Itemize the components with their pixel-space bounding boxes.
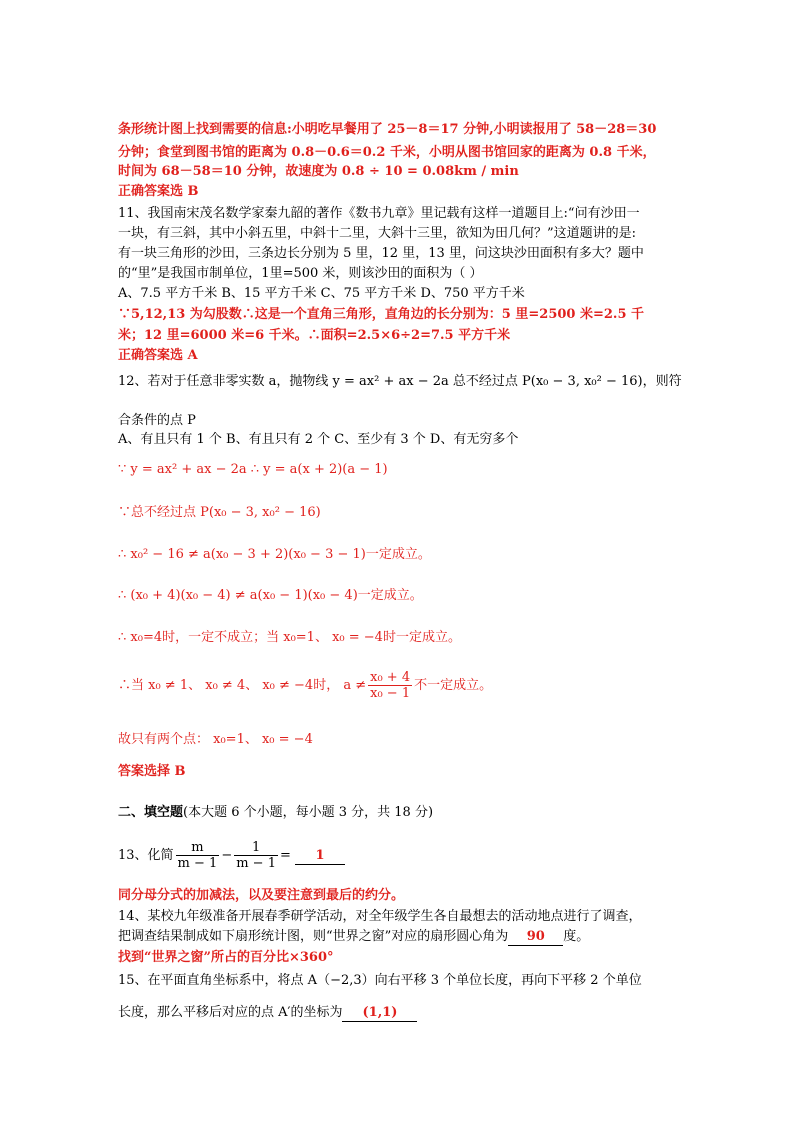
- q11-options: A、7.5 平方千米 B、15 平方千米 C、75 平方千米 D、750 平方千米: [118, 286, 525, 301]
- q12-solution-step3: ∴ x₀² − 16 ≠ a(x₀ − 3 + 2)(x₀ − 3 − 1)一定成立。: [118, 547, 431, 562]
- q13-answer: 1: [315, 848, 325, 863]
- q12-solution-step1: ∵ y = ax² + ax − 2a ∴ y = a(x + 2)(a − 1): [118, 462, 388, 477]
- q12-answer: 答案选择 B: [118, 764, 186, 779]
- q10-explanation-line3: 时间为 68－58＝10 分钟，故速度为 0.8 ÷ 10 = 0.08km / min: [118, 164, 519, 179]
- section-note: (本大题 6 个小题，每小题 3 分，共 18 分): [183, 805, 434, 820]
- q15-stem-line1: 15、在平面直角坐标系中，将点 A（−2,3）向右平移 3 个单位长度，再向下平移 2 个单位: [118, 973, 642, 988]
- q14-stem-suffix: 度。: [563, 929, 590, 944]
- q13-answer-blank: [295, 848, 345, 865]
- q14-explanation: 找到“世界之窗”所占的百分比×360°: [118, 950, 334, 965]
- section-fill-in-header: [118, 805, 433, 821]
- q13-stem: [118, 840, 345, 871]
- q15-stem-prefix: 长度，那么平移后对应的点 A′的坐标为: [118, 1005, 343, 1020]
- q13-minus-sign: −: [221, 848, 233, 863]
- q15-answer: (1,1): [362, 1005, 398, 1020]
- q11-explanation-line2: 米；12 里=6000 米=6 千米。∴面积=2.5×6÷2=7.5 平方千米: [118, 328, 511, 343]
- q13-fraction2-denominator: m − 1: [236, 856, 276, 871]
- q11-explanation-line1: ∵5,12,13 为勾股数∴这是一个直角三角形，直角边的长分别为：5 里=2500 米=2.5 千: [118, 307, 645, 322]
- q15-stem-line2: [118, 1005, 417, 1022]
- q13-explanation: 同分母分式的加减法，以及要注意到最后的约分。: [118, 888, 405, 903]
- q11-stem-line1: 11、我国南宋茂名数学家秦九韶的著作《数书九章》里记载有这样一道题目上:“问有沙田一: [118, 206, 640, 221]
- q13-fraction1-denominator: m − 1: [177, 856, 218, 871]
- q14-answer: 90: [526, 929, 545, 944]
- q13-fraction1-numerator: m: [176, 840, 220, 856]
- q14-stem-prefix: 把调查结果制成如下扇形统计图，则“世界之窗”对应的扇形圆心角为: [118, 929, 509, 944]
- q12-step6-prefix: ∴当 x₀ ≠ 1、 x₀ ≠ 4、 x₀ ≠ −4时， a ≠: [118, 678, 367, 693]
- q10-explanation-line1: 条形统计图上找到需要的信息:小明吃早餐用了 25－8＝17 分钟,小明读报用了 58－28＝30: [118, 122, 657, 137]
- q15-answer-blank: [342, 1005, 417, 1022]
- q11-stem-line2: 一块，有三斜，其中小斜五里，中斜十二里，大斜十三里，欲知为田几何？”这道题讲的是:: [118, 226, 637, 241]
- q10-explanation-line2: 分钟；食堂到图书馆的距离为 0.8－0.6＝0.2 千米，小明从图书馆回家的距离为 0.8 千米，: [118, 145, 656, 160]
- q12-solution-step4: ∴ (x₀ + 4)(x₀ − 4) ≠ a(x₀ − 1)(x₀ − 4)一定成立。: [118, 588, 423, 603]
- q13-equals-sign: =: [279, 848, 291, 863]
- q11-stem-line4: 的“里”是我国市制单位，1里=500 米，则该沙田的面积为（ ）: [118, 266, 483, 281]
- q12-step6-fraction: [368, 670, 412, 701]
- q13-prefix: 13、化简: [118, 848, 174, 863]
- q13-fraction2: [234, 840, 278, 871]
- q13-fraction2-numerator: 1: [234, 840, 278, 856]
- q14-stem-line2: [118, 929, 589, 946]
- q12-stem-line1: 12、若对于任意非零实数 a，抛物线 y = ax² + ax − 2a 总不经过点 P(x₀ − 3, x₀² − 16)，则符: [118, 374, 682, 389]
- q12-conclusion: 故只有两个点： x₀=1、 x₀ = −4: [118, 732, 313, 747]
- q14-stem-line1: 14、某校九年级准备开展春季研学活动，对全年级学生各自最想去的活动地点进行了调查，: [118, 909, 642, 924]
- section-title: 二、填空题: [118, 805, 184, 820]
- q13-fraction1: [176, 840, 220, 871]
- q12-solution-step2: ∵总不经过点 P(x₀ − 3, x₀² − 16): [118, 505, 321, 520]
- q11-answer: 正确答案选 A: [118, 348, 198, 363]
- q12-step6-suffix: 不一定成立。: [414, 678, 493, 693]
- q12-options: A、有且只有 1 个 B、有且只有 2 个 C、至少有 3 个 D、有无穷多个: [118, 432, 519, 447]
- q12-stem-line2: 合条件的点 P: [118, 413, 196, 428]
- q12-step6-numerator: x₀ + 4: [370, 670, 411, 685]
- q11-stem-line3: 有一块三角形的沙田，三条边长分别为 5 里，12 里，13 里，问这块沙田面积有多大？题中: [118, 246, 644, 261]
- q12-step6-denominator: x₀ − 1: [370, 686, 411, 701]
- q10-answer: 正确答案选 B: [118, 184, 199, 199]
- q12-solution-step6: [118, 670, 492, 701]
- q12-solution-step5: ∴ x₀=4时，一定不成立；当 x₀=1、 x₀ = −4时一定成立。: [118, 630, 461, 645]
- q14-answer-blank: [508, 929, 563, 946]
